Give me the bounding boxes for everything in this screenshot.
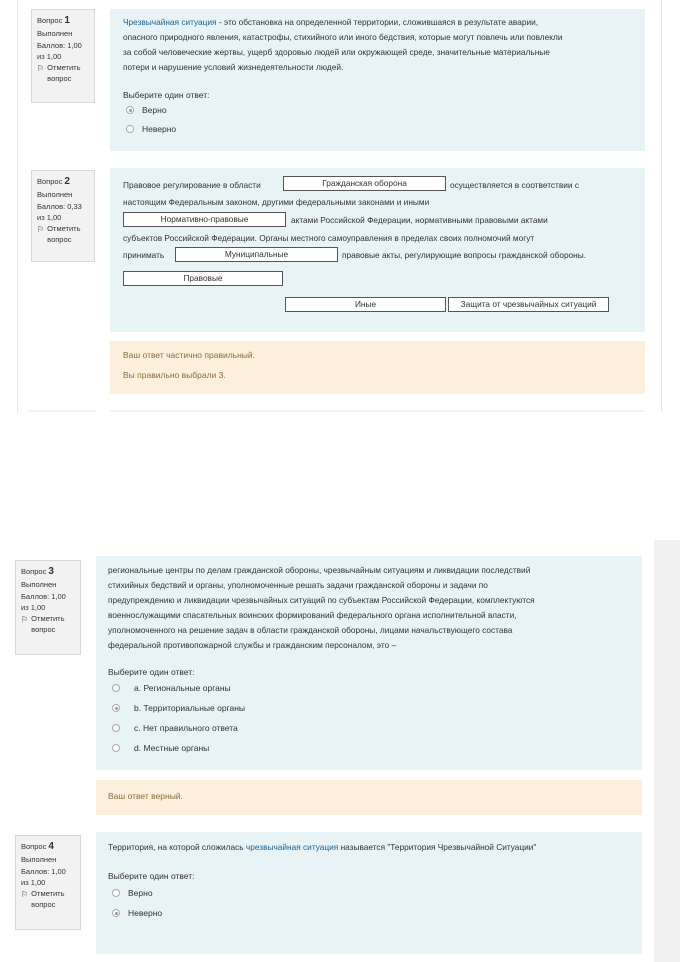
question-text-line: актами Российской Федерации, нормативными правовыми актами: [291, 215, 548, 225]
answer-prompt: Выберите один ответ:: [108, 667, 195, 677]
answer-option-false[interactable]: Неверно: [126, 124, 176, 134]
question-info-3: [15, 560, 81, 655]
flag-question-button[interactable]: ⚐ Отметить вопрос: [21, 889, 65, 909]
answer-option-d[interactable]: d. Местные органы: [112, 743, 209, 753]
question-text-line: Правовое регулирование в области: [123, 180, 261, 190]
answer-option-c[interactable]: c. Нет правильного ответа: [112, 723, 238, 733]
page-scroll-edge: [654, 540, 680, 962]
term-link[interactable]: Чрезвычайная ситуация: [123, 17, 217, 27]
flag-icon: ⚐: [21, 890, 29, 899]
radio-button[interactable]: [112, 744, 120, 752]
divider: [28, 410, 96, 412]
question-text-line: субъектов Российской Федерации. Органы местного самоуправления в пределах своих полномочий могут: [123, 233, 535, 243]
feedback-text: Вы правильно выбрали 3.: [123, 370, 226, 380]
flag-icon: ⚐: [37, 225, 45, 234]
question-grade: Баллов: 1,00 из 1,00: [21, 867, 66, 887]
answer-prompt: Выберите один ответ:: [123, 90, 210, 100]
radio-button[interactable]: [112, 889, 120, 897]
answer-option-true[interactable]: Верно: [112, 888, 153, 898]
question-text-4: Территория, на которой сложилась чрезвычайная ситуация называется "Территория Чрезвычайной Ситуации": [108, 842, 537, 852]
question-grade: Баллов: 1,00 из 1,00: [37, 41, 82, 61]
question-info-2: [31, 170, 95, 262]
radio-button[interactable]: [126, 125, 134, 133]
drag-choice[interactable]: Защита от чрезвычайных ситуаций: [448, 297, 609, 312]
answer-option-a[interactable]: a. Региональные органы: [112, 683, 231, 693]
question-info-1: [31, 9, 95, 103]
answer-option-false[interactable]: Неверно: [112, 908, 162, 918]
feedback-box-2: [110, 341, 645, 394]
question-text-line: принимать: [123, 250, 165, 260]
question-text-line: осуществляется в соответствии с: [450, 180, 579, 190]
radio-selected[interactable]: [112, 704, 120, 712]
answer-prompt: Выберите один ответ:: [108, 871, 195, 881]
question-text-3: региональные центры по делам гражданской обороны, чрезвычайным ситуациям и ликвидации последствий стихийных бедствий и органы, уполномоченные решать задачи гражданской обороны и задачи по предупреждению и ликвидации чрезвычайных ситуаций по субъектам Российской Федерации, комплектуются военнослужащими спасательных воинских формирований федерального органа исполнительной власти, уполномоченного на решение задач в области гражданской обороны, лицами начальствующего состава федеральной противопожарной службы и гражданским персоналом, это –: [108, 565, 535, 650]
question-number: Вопрос 2: [37, 176, 70, 187]
question-grade: Баллов: 1,00 из 1,00: [21, 592, 66, 612]
flag-question-button[interactable]: ⚐ Отметить вопрос: [21, 614, 65, 634]
radio-selected[interactable]: [126, 106, 134, 114]
flag-icon: ⚐: [37, 64, 45, 73]
flag-question-button[interactable]: ⚐ Отметить вопрос: [37, 63, 81, 83]
feedback-text: Ваш ответ верный.: [108, 791, 183, 801]
term-link[interactable]: чрезвычайная ситуация: [245, 842, 339, 852]
flag-question-button[interactable]: ⚐ Отметить вопрос: [37, 224, 81, 244]
radio-selected[interactable]: [112, 909, 120, 917]
question-number: Вопрос 3: [21, 566, 54, 577]
divider: [110, 410, 645, 412]
question-number: Вопрос 1: [37, 15, 70, 26]
question-status: Выполнен: [21, 855, 57, 864]
flag-icon: ⚐: [21, 615, 29, 624]
drop-zone-3[interactable]: Муниципальные: [175, 247, 338, 262]
answer-option-b[interactable]: b. Территориальные органы: [112, 703, 245, 713]
drag-choice[interactable]: Иные: [285, 297, 446, 312]
question-info-4: [15, 835, 81, 930]
question-status: Выполнен: [37, 190, 73, 199]
question-text-1: Чрезвычайная ситуация - это обстановка на определенной территории, сложившаяся в результате аварии, опасного природного явления, катастрофы, стихийного или иного бедствия, которые могут повлечь или повлекли за собой человеческие жертвы, ущерб здоровью людей или окружающей среде, значительные материальные потери и нарушение условий жизнедеятельности людей.: [123, 17, 563, 72]
answer-option-true[interactable]: Верно: [126, 105, 167, 115]
question-status: Выполнен: [37, 29, 73, 38]
drop-zone-2[interactable]: Нормативно-правовые: [123, 212, 286, 227]
feedback-text: Ваш ответ частично правильный.: [123, 350, 256, 360]
radio-button[interactable]: [112, 724, 120, 732]
question-text-line: правовые акты, регулирующие вопросы гражданской обороны.: [342, 250, 587, 260]
question-number: Вопрос 4: [21, 841, 54, 852]
radio-button[interactable]: [112, 684, 120, 692]
question-grade: Баллов: 0,33 из 1,00: [37, 202, 82, 222]
question-status: Выполнен: [21, 580, 57, 589]
drop-zone-1[interactable]: Гражданская оборона: [283, 176, 446, 191]
feedback-box-3: [96, 780, 642, 815]
drag-choice[interactable]: Правовые: [123, 271, 283, 286]
question-text-line: настоящим Федеральным законом, другими федеральными законами и иными: [123, 197, 430, 207]
